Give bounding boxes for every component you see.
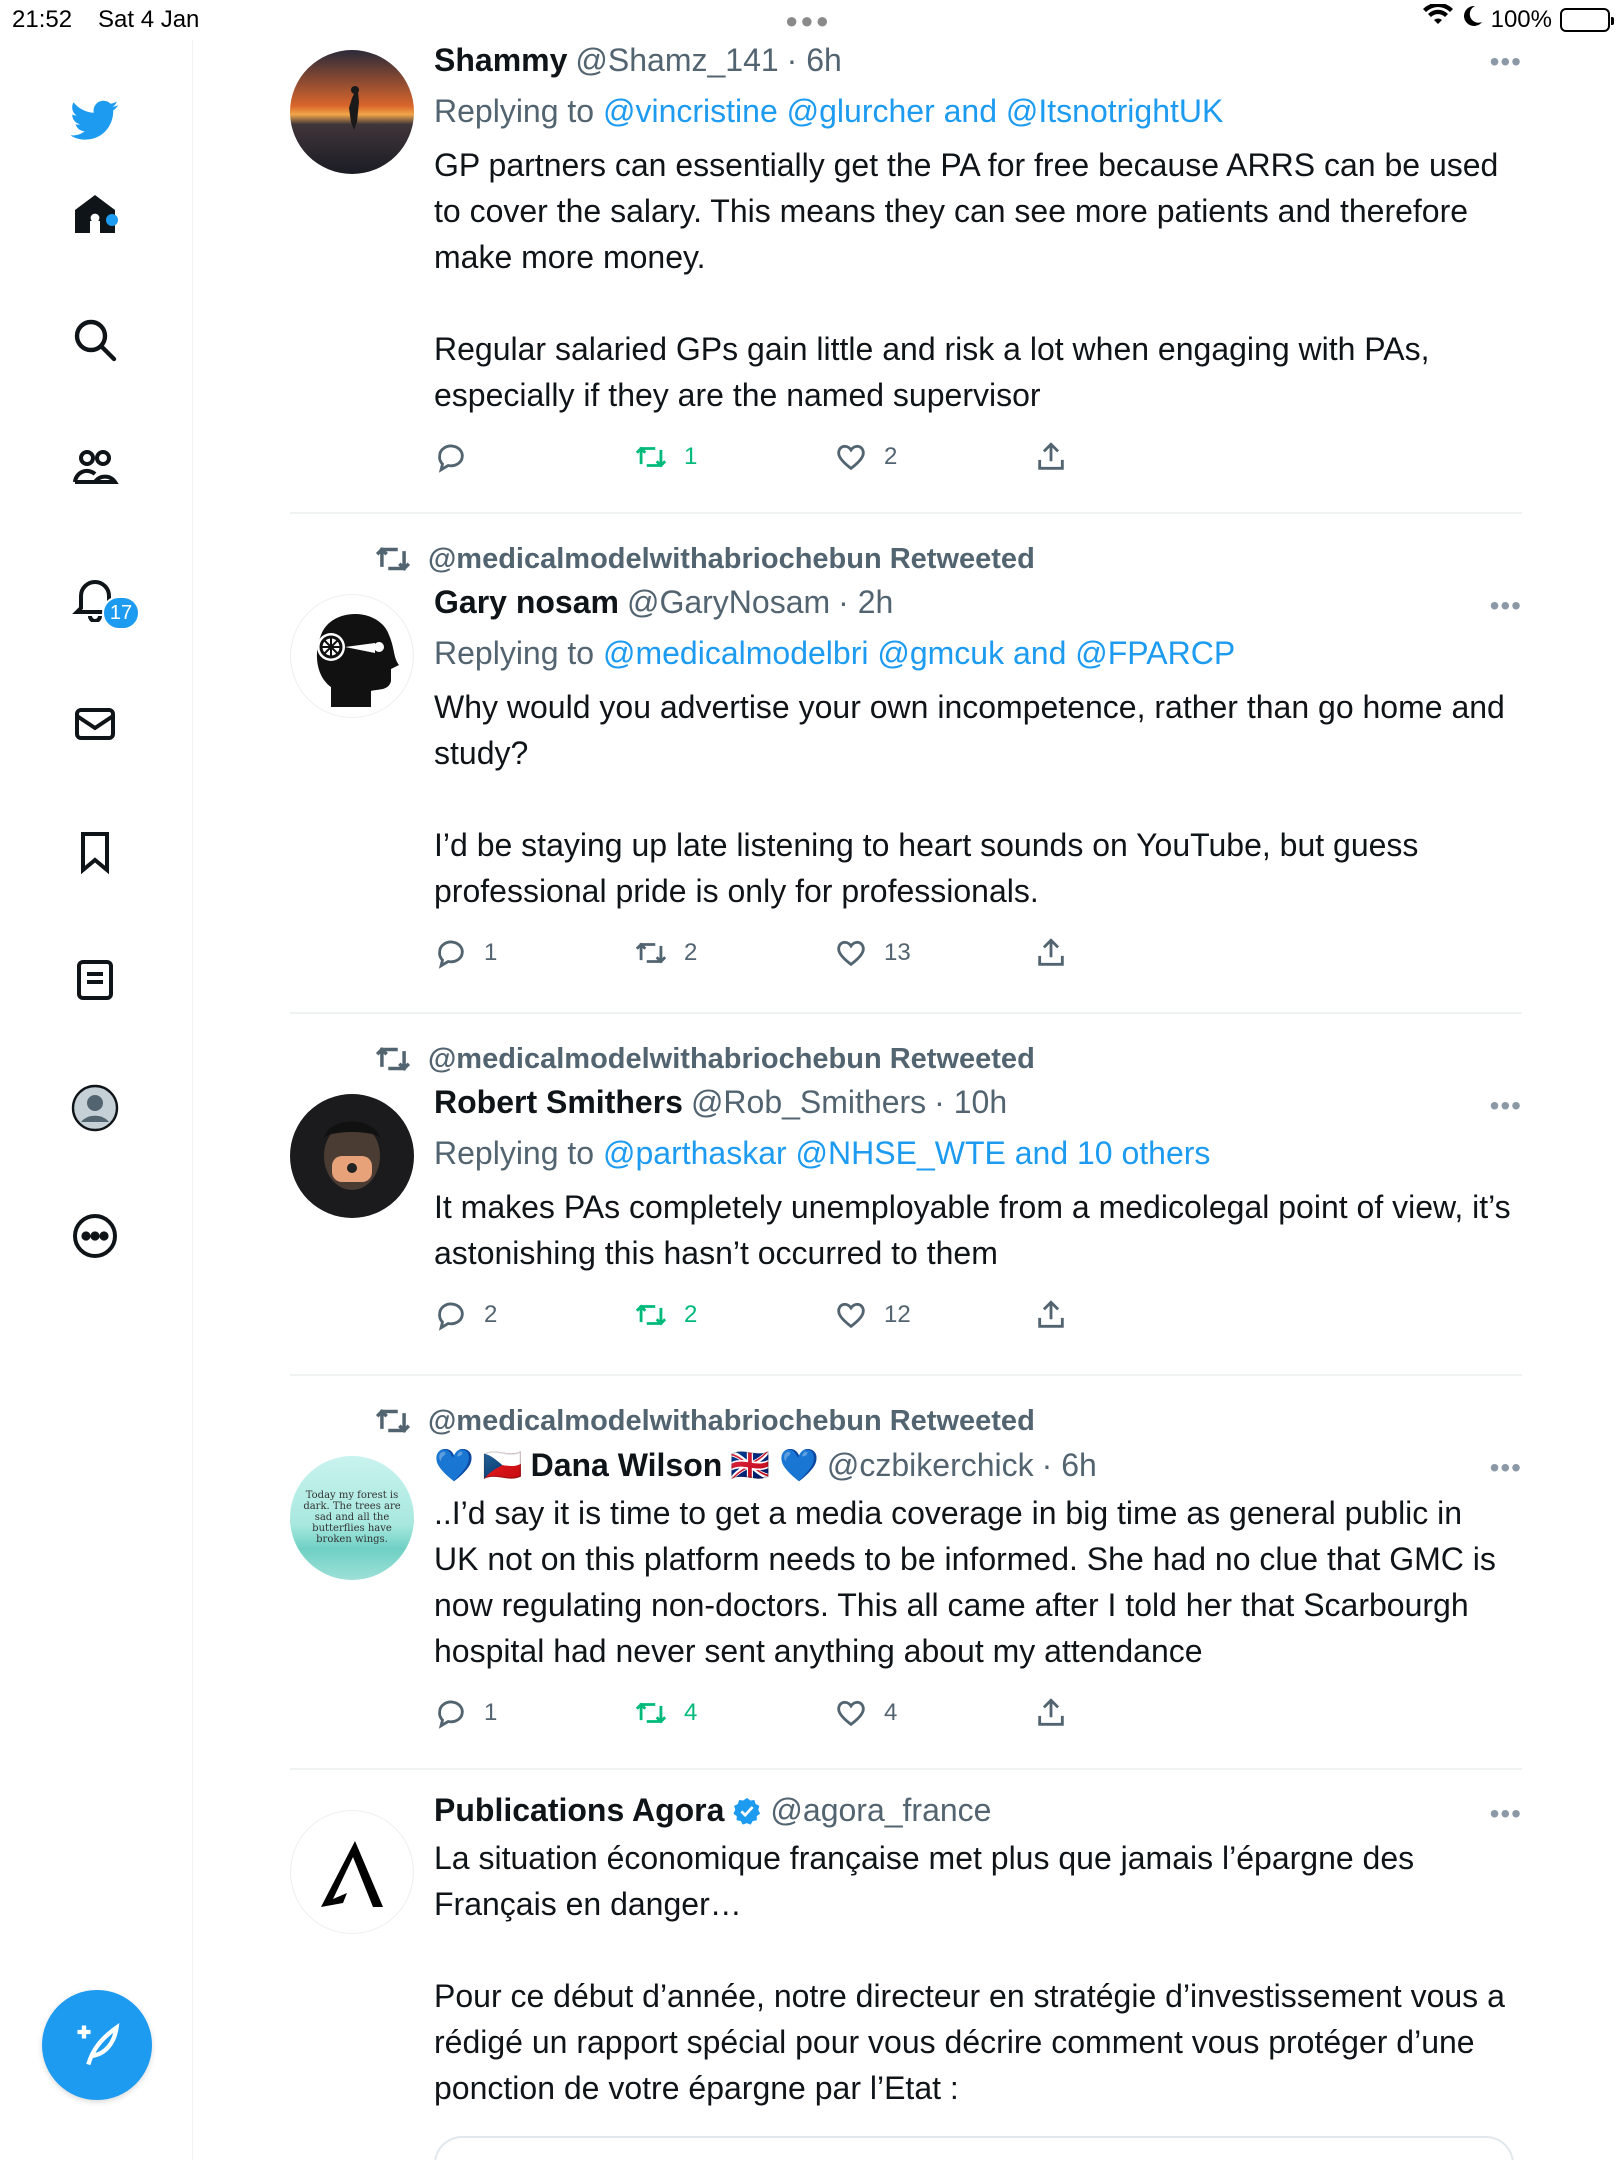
tweet-card[interactable]	[290, 1792, 1522, 2160]
tweet-header	[434, 584, 1514, 621]
tweet-time[interactable]: · 6h	[786, 42, 842, 78]
author-handle[interactable]: @Shamz_141	[575, 42, 779, 78]
divider	[290, 1374, 1522, 1376]
divider	[290, 512, 1522, 514]
avatar[interactable]	[290, 594, 414, 718]
tweet-more-icon[interactable]: •••	[1489, 1090, 1522, 1121]
agora-logo-icon	[291, 1811, 414, 1934]
battery-percentage: 100%	[1490, 5, 1552, 33]
reply-count: 2	[484, 1301, 498, 1328]
tweet-text: La situation économique française met plus que jamais l’épargne des Français en danger… Pour ce début d’année, notre directeur en stratégie d’investissement vous a rédigé un rapport spécial pour vous décrire comment vous protéger d’une ponction de votre épargne par l’Etat :	[434, 1840, 1505, 2106]
notifications-badge: 17	[102, 596, 140, 630]
retweet-icon	[374, 1402, 412, 1440]
link-card-preview[interactable]	[434, 2136, 1514, 2160]
messages-envelope-icon[interactable]	[65, 694, 125, 754]
tweet-more-icon[interactable]: •••	[1489, 590, 1522, 621]
tweet-header	[434, 1084, 1514, 1121]
search-icon[interactable]	[65, 310, 125, 370]
replying-to	[434, 1135, 1514, 1172]
tweet-card[interactable]	[290, 540, 1522, 1010]
retweet-count: 2	[684, 939, 698, 966]
like-button[interactable]	[834, 1696, 1034, 1730]
tweet-time[interactable]: · 6h	[1041, 1446, 1097, 1483]
retweeted-by-label[interactable]: @medicalmodelwithabriochebun Retweeted	[428, 1042, 1035, 1075]
retweet-button[interactable]	[634, 1696, 834, 1730]
tweet-actions	[434, 1696, 1514, 1730]
author-handle[interactable]: @agora_france	[770, 1792, 992, 1828]
like-count: 13	[884, 939, 911, 966]
lists-icon[interactable]	[65, 950, 125, 1010]
retweeted-by-label[interactable]: @medicalmodelwithabriochebun Retweeted	[428, 1404, 1035, 1437]
name-prefix-emoji: 💙 🇨🇿	[434, 1447, 523, 1483]
verified-badge-icon	[732, 1796, 762, 1826]
tweet-text: GP partners can essentially get the PA for free because ARRS can be used to cover the salary. This means they can see more patients and therefore make more money. Regular salaried GPs gain little and risk a lot when engaging with PAs, especially if they are the named supervisor	[434, 147, 1499, 413]
reply-icon	[434, 1696, 468, 1730]
replying-to	[434, 93, 1514, 130]
replying-to-handles[interactable]: @vincristine @glurcher and @ItsnotrightUK	[602, 93, 1224, 129]
tweet-card[interactable]	[290, 40, 1522, 510]
retweet-count: 2	[684, 1301, 698, 1328]
reply-button[interactable]	[434, 1298, 634, 1332]
share-button[interactable]	[1034, 936, 1234, 970]
replying-to-prefix: Replying to	[434, 1135, 603, 1171]
multitasking-dots[interactable]: ●●●	[785, 8, 831, 33]
author-name[interactable]: Publications Agora	[434, 1792, 725, 1828]
author-name[interactable]: Shammy	[434, 42, 568, 78]
compose-tweet-button[interactable]	[42, 1990, 152, 2100]
share-button[interactable]	[1034, 1298, 1234, 1332]
replying-to-handles[interactable]: @medicalmodelbri @gmcuk and @FPARCP	[602, 635, 1236, 671]
share-icon	[1034, 936, 1068, 970]
tweet-header	[434, 1792, 1514, 1829]
author-name[interactable]: Robert Smithers	[434, 1084, 683, 1120]
replying-to-prefix: Replying to	[434, 93, 603, 129]
retweet-icon	[634, 440, 668, 474]
share-icon	[1034, 440, 1068, 474]
share-button[interactable]	[1034, 1696, 1234, 1730]
wifi-icon	[1423, 4, 1453, 35]
heart-icon	[834, 440, 868, 474]
replying-to-handles[interactable]: @parthaskar @NHSE_WTE and 10 others	[602, 1135, 1211, 1171]
reply-count: 1	[484, 1699, 498, 1726]
tweet-actions	[434, 440, 1514, 474]
reply-icon	[434, 936, 468, 970]
like-button[interactable]	[834, 1298, 1034, 1332]
like-count: 12	[884, 1301, 911, 1328]
name-suffix-emoji: 🇬🇧 💙	[730, 1447, 819, 1483]
divider	[290, 1012, 1522, 1014]
share-icon	[1034, 1696, 1068, 1730]
reply-button[interactable]	[434, 936, 634, 970]
tweet-more-icon[interactable]: •••	[1489, 46, 1522, 77]
reply-button[interactable]	[434, 1696, 634, 1730]
replying-to	[434, 635, 1514, 672]
author-name[interactable]: Gary nosam	[434, 584, 619, 620]
heart-icon	[834, 1298, 868, 1332]
retweet-count: 4	[684, 1699, 698, 1726]
retweet-icon	[634, 1696, 668, 1730]
like-button[interactable]	[834, 936, 1034, 970]
moon-icon	[1461, 4, 1483, 35]
tweet-card[interactable]	[290, 1402, 1522, 1762]
status-bar	[0, 0, 1620, 40]
divider	[290, 1768, 1522, 1770]
retweet-button[interactable]	[634, 936, 834, 970]
avatar[interactable]	[290, 1810, 414, 1934]
tweet-card[interactable]	[290, 1040, 1522, 1370]
retweeted-by	[374, 1402, 1035, 1440]
avatar[interactable]	[290, 1456, 414, 1580]
sidebar	[0, 40, 193, 2160]
feather-plus-icon	[71, 2019, 123, 2071]
heart-icon	[834, 936, 868, 970]
status-time: 21:52	[12, 6, 73, 33]
retweeted-by-label[interactable]: @medicalmodelwithabriochebun Retweeted	[428, 542, 1035, 575]
author-handle[interactable]: @Rob_Smithers	[690, 1084, 927, 1120]
retweeted-by	[374, 1040, 1035, 1078]
retweet-icon	[634, 1298, 668, 1332]
retweet-button[interactable]	[634, 1298, 834, 1332]
bookmarks-icon[interactable]	[65, 822, 125, 882]
share-icon	[1034, 1298, 1068, 1332]
home-icon[interactable]	[65, 184, 125, 244]
share-button[interactable]	[1034, 440, 1234, 474]
author-handle[interactable]: @GaryNosam	[626, 584, 831, 620]
avatar[interactable]	[290, 1094, 414, 1218]
more-options-icon[interactable]	[65, 1206, 125, 1266]
retweet-icon	[374, 540, 412, 578]
profile-avatar-icon[interactable]	[65, 1078, 125, 1138]
tweet-text: Why would you advertise your own incompetence, rather than go home and study? I’d be staying up late listening to heart sounds on YouTube, but guess professional pride is only for professionals.	[434, 689, 1505, 909]
battery-icon	[1560, 8, 1610, 32]
reply-count: 1	[484, 939, 498, 966]
retweeted-by	[374, 540, 1035, 578]
author-name[interactable]: Dana Wilson	[530, 1446, 723, 1483]
replying-to-prefix: Replying to	[434, 635, 603, 671]
tweet-text: It makes PAs completely unemployable from a medicolegal point of view, it’s astonishing this hasn’t occurred to them	[434, 1189, 1511, 1271]
tweet-more-icon[interactable]: •••	[1489, 1798, 1522, 1829]
tweet-more-icon[interactable]: •••	[1489, 1452, 1522, 1483]
avatar[interactable]	[290, 50, 414, 174]
status-date: Sat 4 Jan	[98, 6, 200, 33]
tweet-time[interactable]: · 2h	[838, 584, 894, 620]
tweet-header	[434, 1446, 1514, 1484]
heart-icon	[834, 1696, 868, 1730]
author-handle[interactable]: @czbikerchick	[826, 1446, 1034, 1483]
retweet-button[interactable]	[634, 440, 834, 474]
tweet-actions	[434, 936, 1514, 970]
reply-icon	[434, 440, 468, 474]
communities-icon[interactable]	[65, 438, 125, 498]
tweet-actions	[434, 1298, 1514, 1332]
tweet-text: ..I’d say it is time to get a media coverage in big time as general public in UK not on this platform needs to be informed. She had no clue that GMC is now regulating non-doctors. This all came after I told her that Scarbourgh hospital had never sent anything about my attendance	[434, 1495, 1496, 1669]
retweet-count: 1	[684, 443, 698, 470]
like-button[interactable]	[834, 440, 1034, 474]
retweet-icon	[374, 1040, 412, 1078]
tweet-time[interactable]: · 10h	[934, 1084, 1008, 1120]
reply-icon	[434, 1298, 468, 1332]
retweet-icon	[634, 936, 668, 970]
tweet-header	[434, 42, 1514, 79]
like-count: 2	[884, 443, 898, 470]
twitter-logo-icon[interactable]	[65, 90, 125, 150]
like-count: 4	[884, 1699, 898, 1726]
home-unread-dot	[106, 214, 118, 226]
avatar-caption: Today my forest is dark. The trees are sad and all the butterflies have broken wings.	[303, 1490, 401, 1545]
reply-button[interactable]	[434, 440, 634, 474]
